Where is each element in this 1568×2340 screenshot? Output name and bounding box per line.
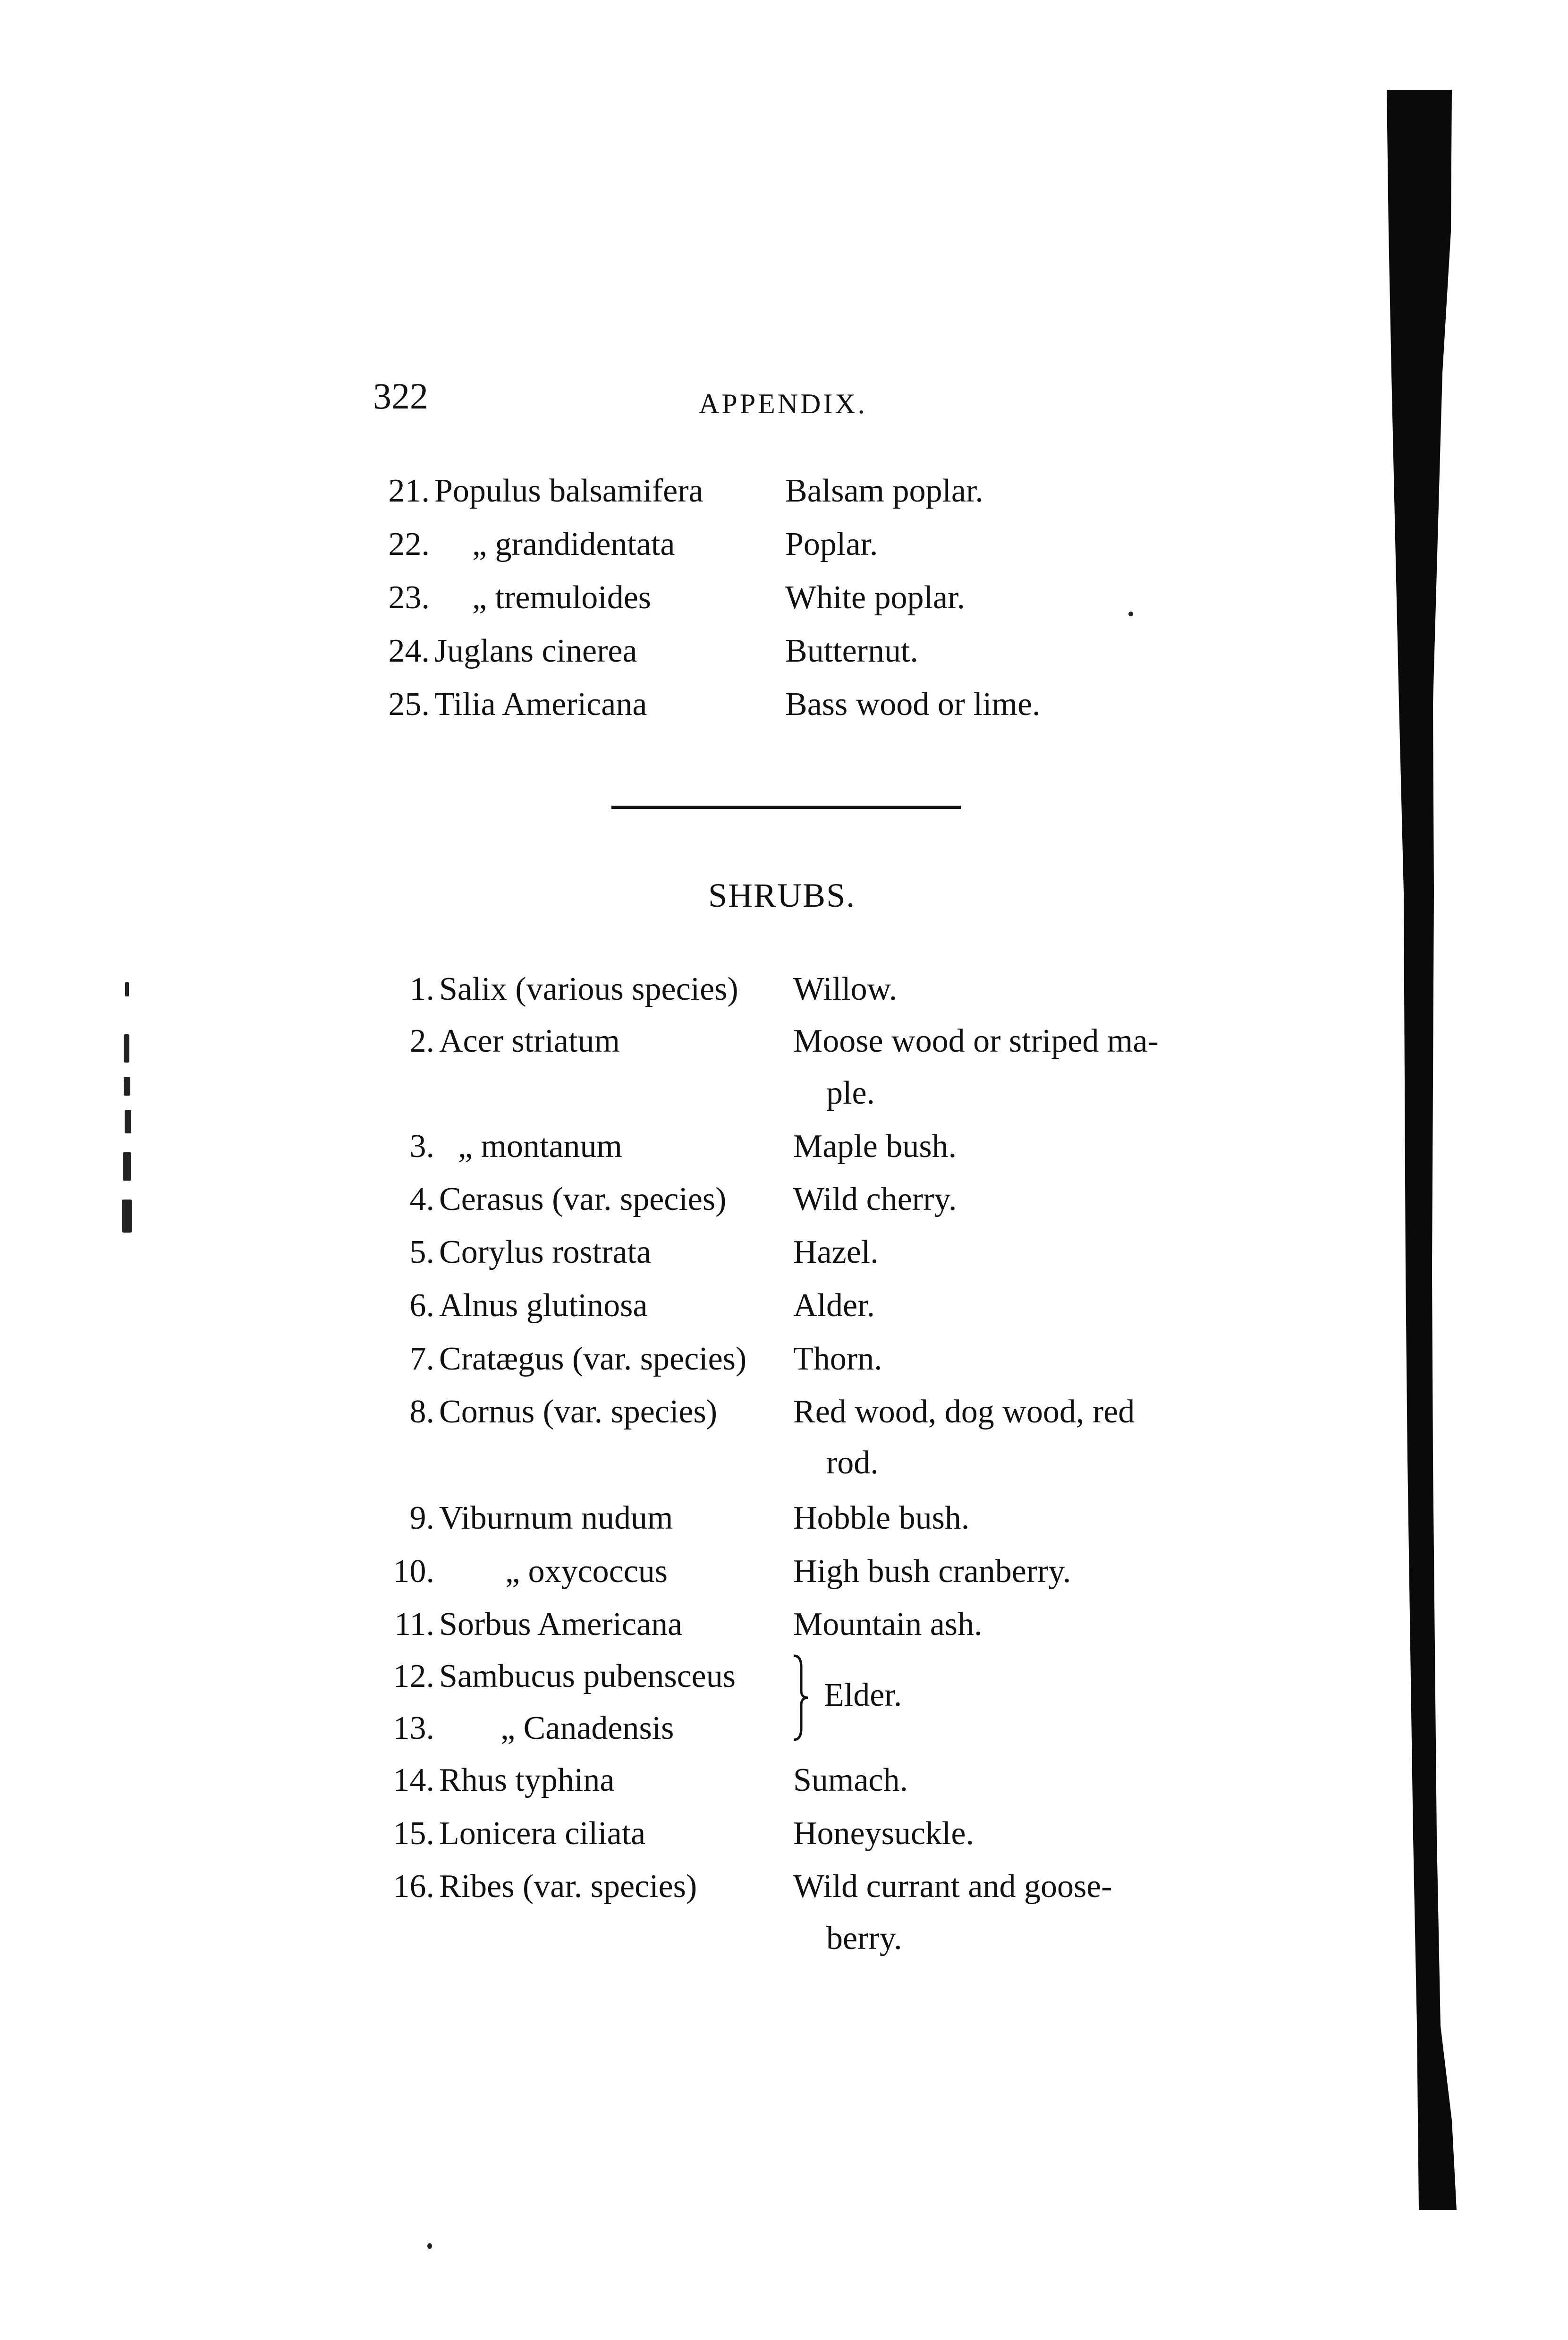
- latin-name: „ Canadensis: [500, 1710, 674, 1746]
- latin-name: „ tremuloides: [472, 579, 652, 616]
- common-name: Thorn.: [793, 1341, 882, 1377]
- latin-name: Lonicera ciliata: [439, 1815, 646, 1852]
- entry-number: 1.: [409, 971, 434, 1007]
- common-name: Balsam poplar.: [785, 473, 983, 509]
- grouped-common-name: Elder.: [824, 1677, 902, 1713]
- entry-number: 8.: [409, 1394, 434, 1430]
- entry-number: 25.: [388, 686, 430, 723]
- common-name: Butternut.: [785, 633, 918, 669]
- common-name: Honeysuckle.: [793, 1815, 974, 1852]
- latin-name: Ribes (var. species): [439, 1868, 697, 1905]
- common-name: Maple bush.: [793, 1128, 957, 1165]
- common-name: Red wood, dog wood, red: [793, 1394, 1135, 1430]
- latin-name: Viburnum nudum: [439, 1500, 673, 1536]
- latin-name: Corylus rostrata: [439, 1234, 652, 1270]
- common-name-continuation: rod.: [826, 1445, 879, 1481]
- common-name: Wild currant and goose-: [793, 1868, 1112, 1905]
- latin-name: „ grandidentata: [472, 526, 675, 562]
- scan-speck: [125, 1110, 131, 1133]
- page-number: 322: [373, 375, 428, 417]
- common-name: High bush cranberry.: [793, 1553, 1071, 1590]
- entry-number: 16.: [393, 1868, 434, 1905]
- latin-name: Cratægus (var. species): [439, 1341, 747, 1377]
- curly-brace: [791, 1653, 810, 1743]
- scan-speck: [1128, 612, 1133, 616]
- latin-name: Sambucus pubensceus: [439, 1658, 736, 1694]
- common-name: Alder.: [793, 1287, 875, 1324]
- latin-name: Alnus glutinosa: [439, 1287, 648, 1324]
- entry-number: 12.: [393, 1658, 434, 1694]
- common-name: Hazel.: [793, 1234, 879, 1270]
- binding-edge: [1386, 90, 1471, 2210]
- scan-speck: [125, 982, 129, 996]
- latin-name: Populus balsamifera: [434, 473, 703, 509]
- common-name: Poplar.: [785, 526, 878, 562]
- entry-number: 11.: [394, 1606, 434, 1642]
- scan-speck: [124, 1034, 129, 1063]
- common-name-continuation: berry.: [826, 1920, 902, 1957]
- latin-name: Tilia Americana: [434, 686, 647, 723]
- common-name: White poplar.: [785, 579, 966, 616]
- latin-name: Juglans cinerea: [434, 633, 637, 669]
- latin-name: „ oxycoccus: [505, 1553, 668, 1590]
- common-name: Hobble bush.: [793, 1500, 970, 1536]
- latin-name: Rhus typhina: [439, 1762, 615, 1798]
- entry-number: 10.: [393, 1553, 434, 1590]
- common-name-continuation: ple.: [826, 1075, 875, 1111]
- section-heading: SHRUBS.: [708, 876, 856, 914]
- scan-speck: [124, 1077, 130, 1096]
- common-name: Willow.: [793, 971, 898, 1007]
- entry-number: 6.: [409, 1287, 434, 1324]
- entry-number: 15.: [393, 1815, 434, 1852]
- entry-number: 22.: [388, 526, 430, 562]
- common-name: Sumach.: [793, 1762, 908, 1798]
- entry-number: 4.: [409, 1181, 434, 1217]
- entry-number: 9.: [409, 1500, 434, 1536]
- section-divider: [611, 806, 961, 809]
- latin-name: Acer striatum: [439, 1023, 620, 1059]
- common-name: Mountain ash.: [793, 1606, 983, 1642]
- latin-name: „ montanum: [458, 1128, 622, 1165]
- scan-speck: [427, 2243, 432, 2249]
- scan-speck: [123, 1152, 131, 1181]
- entry-number: 3.: [409, 1128, 434, 1165]
- running-head: APPENDIX.: [699, 388, 867, 419]
- latin-name: Sorbus Americana: [439, 1606, 683, 1642]
- entry-number: 2.: [409, 1023, 434, 1059]
- entry-number: 14.: [393, 1762, 434, 1798]
- entry-number: 23.: [388, 579, 430, 616]
- latin-name: Salix (various species): [439, 971, 738, 1007]
- common-name: Wild cherry.: [793, 1181, 957, 1217]
- entry-number: 7.: [409, 1341, 434, 1377]
- entry-number: 21.: [388, 473, 430, 509]
- entry-number: 13.: [393, 1710, 434, 1746]
- latin-name: Cerasus (var. species): [439, 1181, 727, 1217]
- common-name: Bass wood or lime.: [785, 686, 1041, 723]
- scan-speck: [122, 1200, 132, 1233]
- common-name: Moose wood or striped ma-: [793, 1023, 1159, 1059]
- entry-number: 5.: [409, 1234, 434, 1270]
- entry-number: 24.: [388, 633, 430, 669]
- latin-name: Cornus (var. species): [439, 1394, 718, 1430]
